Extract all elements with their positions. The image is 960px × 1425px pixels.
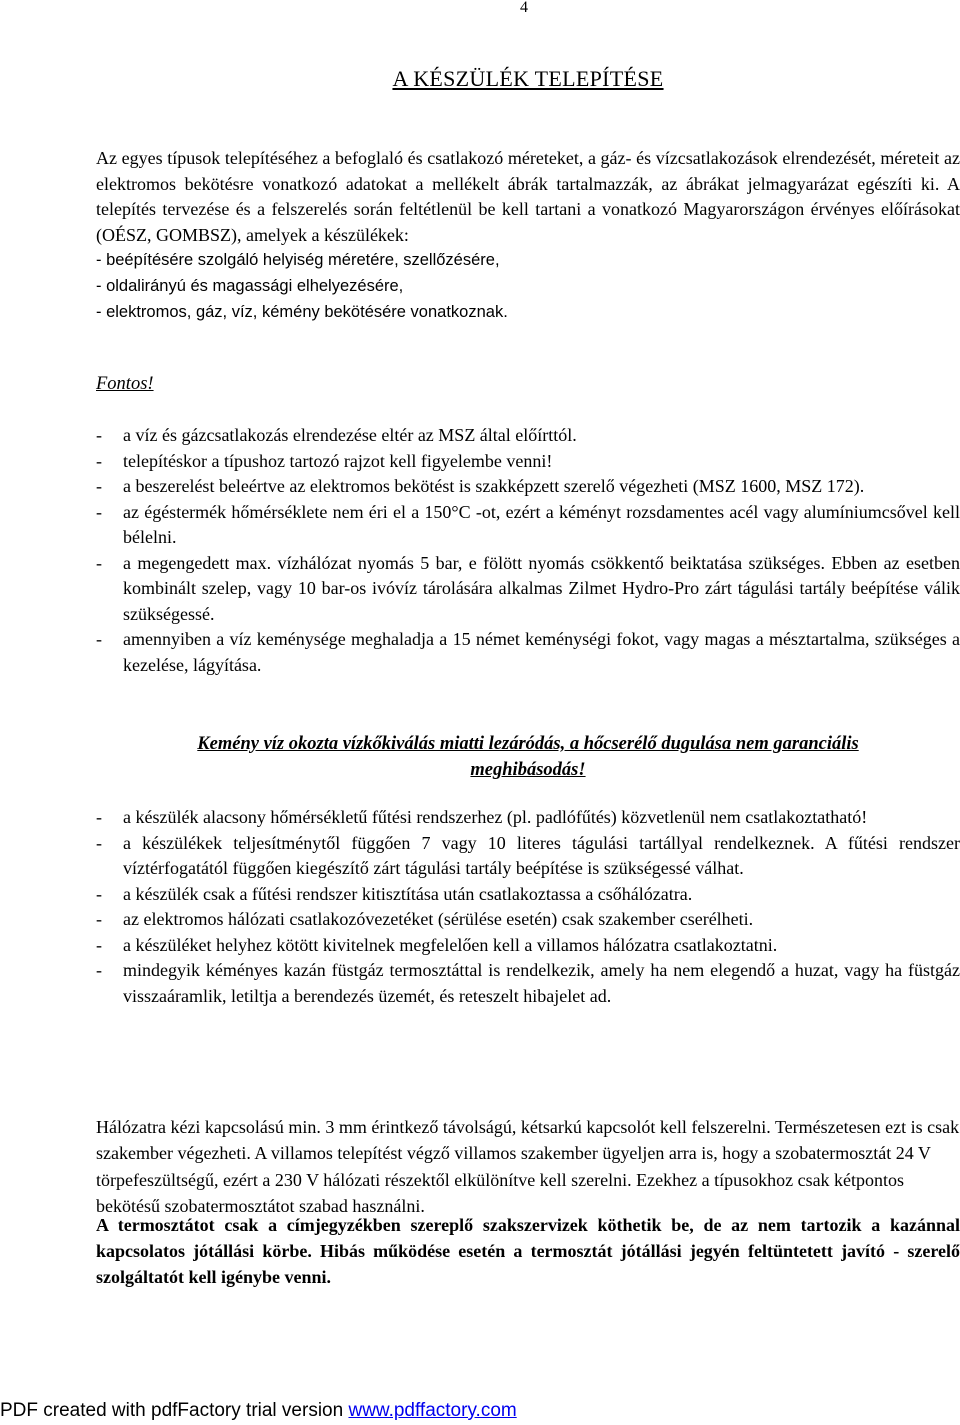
intro-section	[96, 146, 960, 325]
list-item-text: telepítéskor a típushoz tartozó rajzot kell figyelembe venni!	[123, 450, 553, 471]
page-number: 4	[520, 0, 528, 16]
list-item-text: a megengedett max. vízhálózat nyomás 5 bar, e fölött nyomás csökkentő beiktatása szükséges. Ebben az esetben kombinált szelep, vagy 10 bar-os ivóvíz tárolására alkalmas Zilmet Hydro-Pro zárt tágulási tartály beépítése válik szükségessé.	[123, 552, 960, 624]
list-dash: -	[96, 807, 102, 827]
list-dash: -	[96, 501, 102, 522]
intro-item: - elektromos, gáz, víz, kémény bekötésére vonatkoznak.	[96, 302, 508, 321]
list-item	[96, 627, 960, 678]
fontos-label: Fontos!	[96, 374, 154, 394]
list-dash: -	[96, 450, 102, 471]
page-title: A KÉSZÜLÉK TELEPÍTÉSE	[392, 66, 664, 91]
list-item	[96, 423, 960, 449]
list-item	[96, 500, 960, 551]
list-item-text: amennyiben a víz keménysége meghaladja a 15 német keménységi fokot, vagy magas a mésztartalma, szükséges a kezelése, lágyítása.	[123, 629, 960, 675]
list-item	[96, 474, 960, 500]
list-item	[96, 882, 960, 908]
list-dash: -	[96, 909, 102, 929]
list-item-text: a készülékek teljesítménytől függően 7 vagy 10 literes tágulási tartállyal rendelkeznek. A fűtési rendszer víztérfogatától függően kiegészítő zárt tágulási tartály beépítése is szükségessé válhat.	[123, 832, 960, 878]
intro-item: - beépítésére szolgáló helyiség méretére, szellőzésére,	[96, 251, 500, 270]
list-item-text: az elektromos hálózati csatlakozóvezetéket (sérülése esetén) csak szakember cserélheti.	[123, 909, 754, 929]
list-item-text: a készülék csak a fűtési rendszer kitisztítása után csatlakoztassa a csőhálózatra.	[123, 883, 693, 904]
list-item	[96, 907, 960, 933]
device-notes-list	[96, 805, 960, 1009]
intro-paragraph: Az egyes típusok telepítéséhez a befoglaló és csatlakozó méreteket, a gáz- és vízcsatlakozások elrendezését, méreteit az elektromos bekötésre vonatkozó adatokat a mellékelt ábrák tartalmazzák, az ábrákat jelmagyarázat egészíti ki. A telepítés tervezése és a felszerelés során feltétlenül be kell tartani a vonatkozó Magyarországon érvényes előírásokat (OÉSZ, GOMBSZ), amelyek a készülékek:	[96, 148, 960, 245]
intro-item: - oldalirányú és magassági elhelyezésére,	[96, 276, 404, 295]
list-dash: -	[96, 425, 102, 445]
warning-line: meghibásodás!	[470, 760, 586, 780]
list-item	[96, 551, 960, 628]
list-dash: -	[96, 832, 102, 853]
footer-text: PDF created with pdfFactory trial version	[0, 1400, 349, 1421]
list-item-text: a víz és gázcsatlakozás elrendezése eltér az MSZ által előírttól.	[123, 425, 577, 445]
list-item	[96, 805, 960, 831]
list-item-text: a készüléket helyhez kötött kivitelnek megfelelően kell a villamos hálózatra csatlakoztatni.	[123, 934, 778, 955]
list-dash: -	[96, 629, 102, 649]
list-dash: -	[96, 476, 102, 496]
list-item-text: mindegyik kéményes kazán füstgáz termosztáttal is rendelkezik, amely ha nem elegendő a huzat, vagy ha füstgáz visszaáramlik, letiltja a berendezés üzemét, és reteszelt hibajelet ad.	[123, 960, 960, 1006]
list-item	[96, 933, 960, 959]
requirements-list	[96, 423, 960, 678]
list-item	[96, 449, 960, 475]
thermostat-warranty-paragraph: A termosztátot csak a címjegyzékben szereplő szakszervizek köthetik be, de az nem tartozik a kazánnal kapcsolatos jótállási körbe. Hibás működése esetén a termosztát jótállási jegyén feltüntetett javító - szerelő szolgáltatót kell igénybe venni.	[96, 1215, 960, 1287]
network-paragraph: Hálózatra kézi kapcsolású min. 3 mm érintkező távolságú, kétsarkú kapcsolót kell felszerelni. Természetesen ezt is csak szakember végezheti. A villamos telepítést végző villamos szakember ügyeljen arra is, hogy a szobatermosztát 24 V törpefeszültségű, ezért a 230 V hálózati részektől elkülönítve kell szerelni. Ezekhez a típusokhoz csak kétpontos bekötésű szobatermosztátot szabad használni.	[96, 1117, 960, 1217]
list-item	[96, 958, 960, 1009]
list-item	[96, 831, 960, 882]
list-dash: -	[96, 552, 102, 573]
warning-note	[96, 731, 960, 783]
list-dash: -	[96, 883, 102, 904]
pdf-footer	[0, 1399, 960, 1423]
list-item-text: a beszerelést beleértve az elektromos bekötést is szakképzett szerelő végezheti (MSZ 1600, MSZ 172).	[123, 476, 865, 496]
list-item-text: az égéstermék hőmérséklete nem éri el a 150°C -ot, ezért a kéményt rozsdamentes acél vagy alumíniumcsővel kell bélelni.	[123, 501, 960, 547]
footer-link[interactable]: www.pdffactory.com	[348, 1400, 517, 1421]
warning-line: Kemény víz okozta vízkőkiválás miatti lezáródás, a hőcserélő dugulása nem garanciális	[197, 734, 859, 754]
list-dash: -	[96, 960, 102, 980]
list-item-text: a készülék alacsony hőmérsékletű fűtési rendszerhez (pl. padlófűtés) közvetlenül nem csatlakoztatható!	[123, 807, 868, 827]
list-dash: -	[96, 934, 102, 955]
